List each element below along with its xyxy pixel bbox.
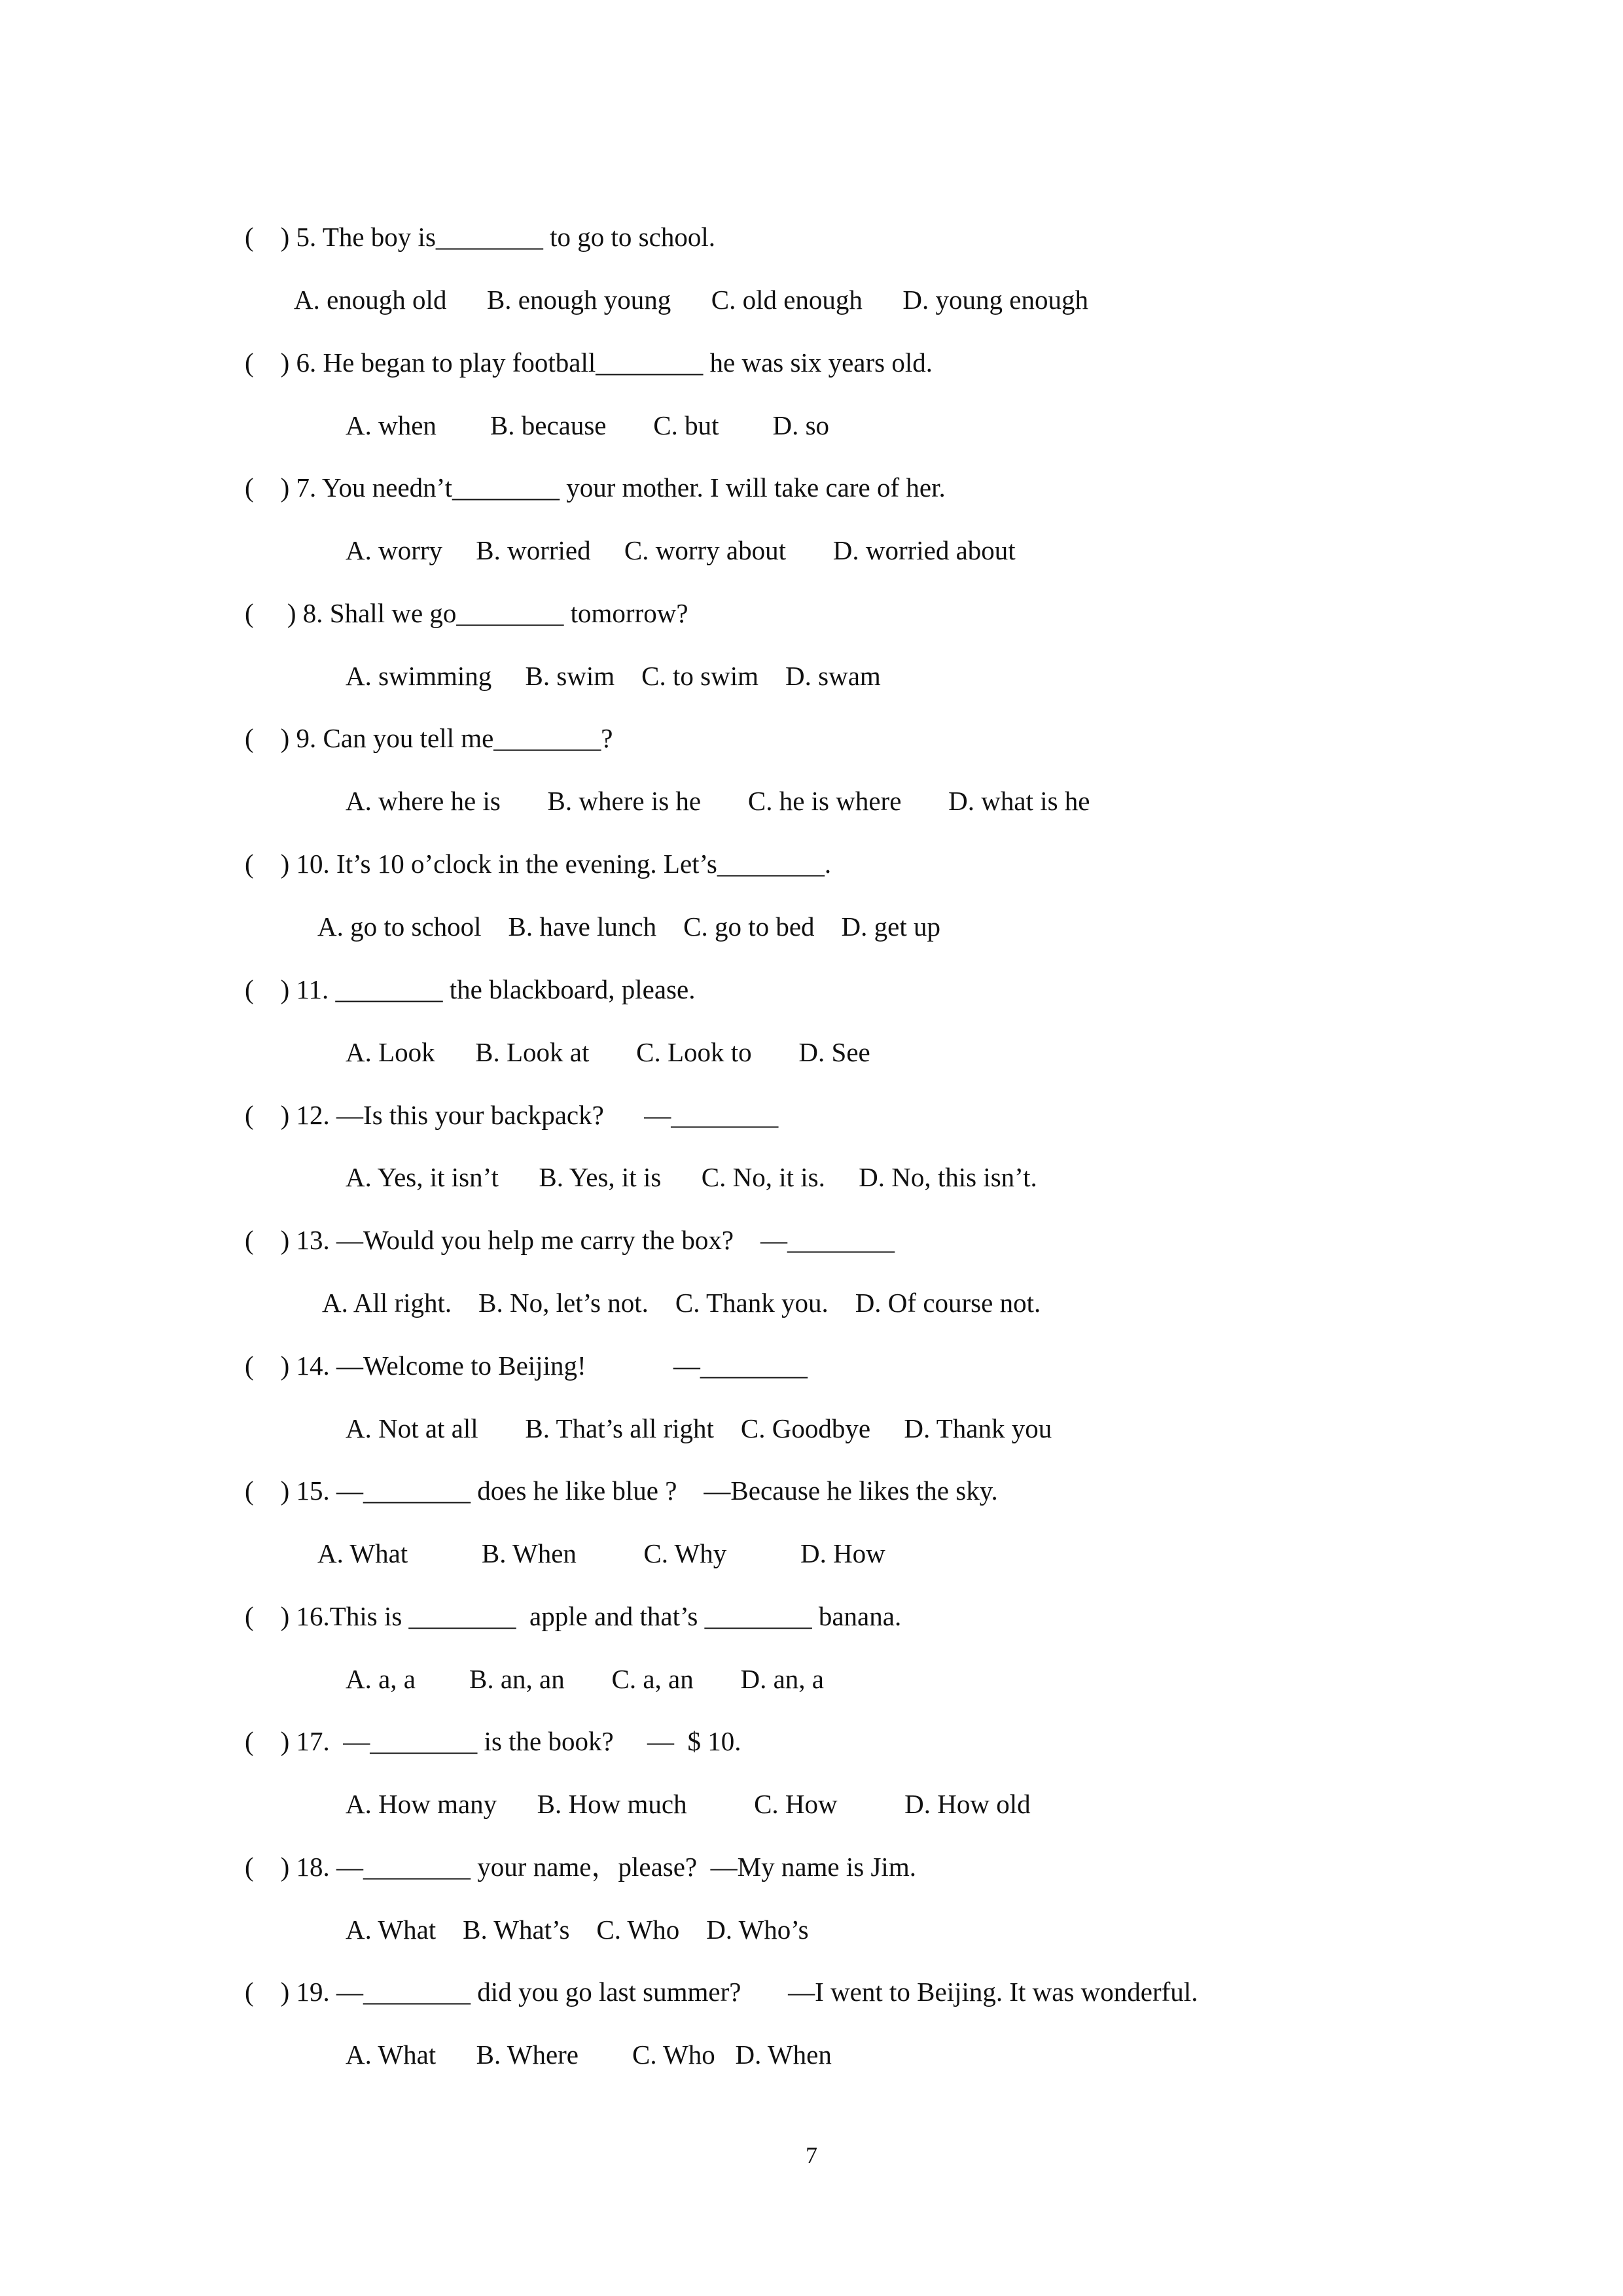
- question-6-options: A. when B. because C. but D. so: [346, 410, 830, 440]
- question-6-stem: ( ) 6. He began to play football________ he was six years old.: [245, 347, 933, 378]
- question-17-stem: ( ) 17. —________ is the book? — $ 10.: [245, 1726, 741, 1756]
- question-5-stem: ( ) 5. The boy is________ to go to school.: [245, 222, 715, 252]
- question-16-options: A. a, a B. an, an C. a, an D. an, a: [346, 1664, 824, 1694]
- question-13-options: A. All right. B. No, let’s not. C. Thank you. D. Of course not.: [322, 1288, 1041, 1318]
- page-number: 7: [806, 2142, 817, 2168]
- question-8-options: A. swimming B. swim C. to swim D. swam: [346, 661, 881, 691]
- question-15-stem: ( ) 15. —________ does he like blue ? —Because he likes the sky.: [245, 1475, 998, 1506]
- question-7-stem: ( ) 7. You needn’t________ your mother. I will take care of her.: [245, 472, 946, 503]
- question-12-stem: ( ) 12. —Is this your backpack? —________: [245, 1100, 779, 1130]
- question-7-options: A. worry B. worried C. worry about D. worried about: [346, 535, 1016, 565]
- question-17-options: A. How many B. How much C. How D. How old: [346, 1789, 1031, 1819]
- question-9-stem: ( ) 9. Can you tell me________?: [245, 723, 613, 753]
- question-13-stem: ( ) 13. —Would you help me carry the box? —________: [245, 1225, 895, 1255]
- question-5-options: A. enough old B. enough young C. old enough D. young enough: [294, 285, 1088, 315]
- question-14-stem: ( ) 14. —Welcome to Beijing! —________: [245, 1351, 808, 1381]
- question-14-options: A. Not at all B. That’s all right C. Goodbye D. Thank you: [346, 1413, 1052, 1443]
- question-18-stem: ( ) 18. —________ your name，please? —My name is Jim.: [245, 1852, 916, 1882]
- question-10-stem: ( ) 10. It’s 10 o’clock in the evening. Let’s________.: [245, 849, 832, 879]
- question-15-options: A. What B. When C. Why D. How: [317, 1538, 885, 1568]
- question-8-stem: ( ) 8. Shall we go________ tomorrow?: [245, 598, 688, 628]
- question-19-stem: ( ) 19. —________ did you go last summer? —I went to Beijing. It was wonderful.: [245, 1977, 1198, 2007]
- question-12-options: A. Yes, it isn’t B. Yes, it is C. No, it is. D. No, this isn’t.: [346, 1162, 1037, 1192]
- question-10-options: A. go to school B. have lunch C. go to bed D. get up: [317, 911, 941, 942]
- question-11-options: A. Look B. Look at C. Look to D. See: [346, 1037, 870, 1067]
- question-18-options: A. What B. What’s C. Who D. Who’s: [346, 1915, 809, 1945]
- question-16-stem: ( ) 16.This is ________ apple and that’s ________ banana.: [245, 1601, 902, 1631]
- question-19-options: A. What B. Where C. Who D. When: [346, 2040, 832, 2070]
- question-11-stem: ( ) 11. ________ the blackboard, please.: [245, 974, 696, 1004]
- question-9-options: A. where he is B. where is he C. he is where D. what is he: [346, 786, 1090, 816]
